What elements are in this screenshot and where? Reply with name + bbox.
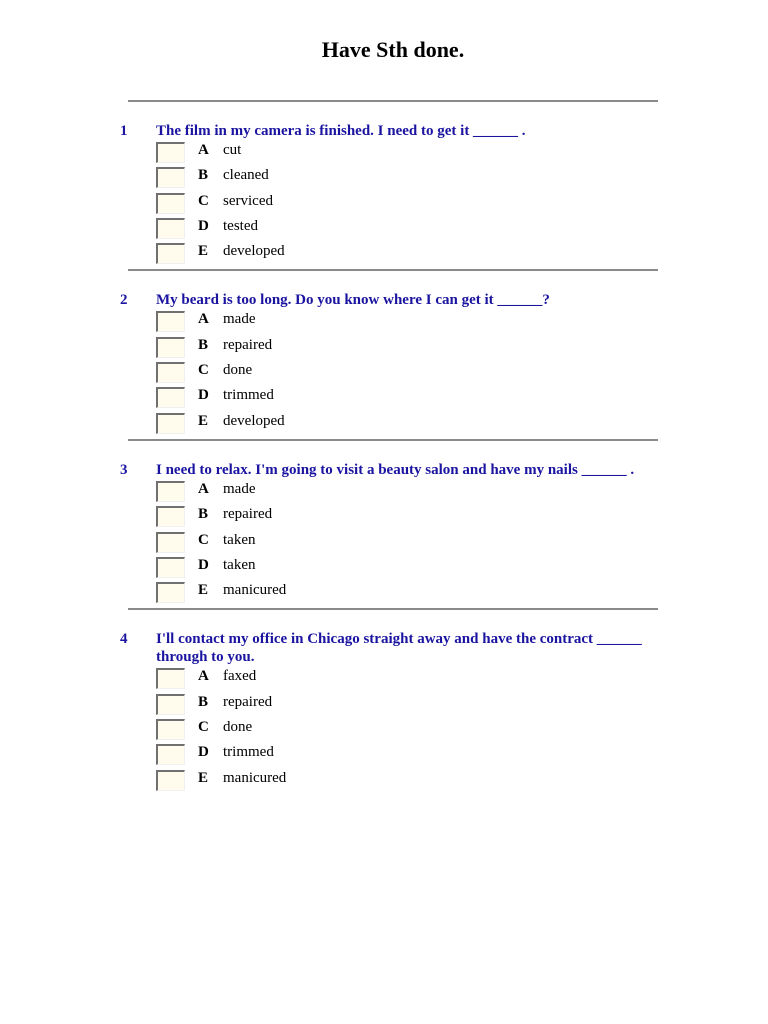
question-block: [0, 610, 768, 793]
question-text: The film in my camera is finished. I need to get it ______ .: [156, 123, 526, 139]
option-letter: E: [198, 243, 209, 260]
answer-option: [156, 310, 768, 335]
answer-checkbox[interactable]: [156, 311, 185, 332]
answer-option: [156, 556, 768, 581]
option-text: cleaned: [223, 167, 269, 184]
answer-option: [156, 141, 768, 166]
answer-checkbox[interactable]: [156, 481, 185, 502]
answer-option: [156, 412, 768, 437]
answer-option: [156, 718, 768, 743]
answer-checkbox[interactable]: [156, 770, 185, 791]
option-letter: A: [198, 311, 209, 328]
answer-checkbox[interactable]: [156, 744, 185, 765]
answer-option: [156, 693, 768, 718]
question-text: My beard is too long. Do you know where I can get it ______?: [156, 292, 550, 309]
option-text: trimmed: [223, 387, 274, 404]
option-letter: D: [198, 387, 209, 404]
option-text: taken: [223, 556, 256, 573]
option-letter: A: [198, 480, 209, 497]
option-letter: E: [198, 769, 209, 786]
question-block: [0, 271, 768, 438]
option-text: made: [223, 311, 256, 328]
answer-checkbox[interactable]: [156, 167, 185, 188]
question-block: [0, 441, 768, 608]
answer-option: [156, 531, 768, 556]
option-text: repaired: [223, 693, 273, 710]
answer-checkbox[interactable]: [156, 387, 185, 408]
answer-checkbox[interactable]: [156, 243, 185, 264]
option-letter: B: [198, 693, 209, 710]
option-text: repaired: [223, 336, 273, 353]
answer-checkbox[interactable]: [156, 193, 185, 214]
answer-checkbox[interactable]: [156, 694, 185, 715]
answer-option: [156, 480, 768, 505]
answer-option: [156, 581, 768, 606]
answer-checkbox[interactable]: [156, 557, 185, 578]
option-text: cut: [223, 142, 242, 158]
answer-option: [156, 667, 768, 692]
answer-checkbox[interactable]: [156, 506, 185, 527]
answer-checkbox[interactable]: [156, 532, 185, 553]
option-text: done: [223, 719, 253, 736]
option-letter: D: [198, 744, 209, 761]
answer-options: [156, 480, 768, 606]
option-text: manicured: [223, 769, 287, 786]
option-text: faxed: [223, 668, 257, 685]
answer-checkbox[interactable]: [156, 582, 185, 603]
option-letter: C: [198, 531, 209, 548]
question-text: I need to relax. I'm going to visit a beauty salon and have my nails ______ .: [156, 461, 635, 478]
question-number: 4: [120, 631, 128, 648]
option-text: taken: [223, 531, 256, 548]
answer-checkbox[interactable]: [156, 362, 185, 383]
option-letter: D: [198, 556, 209, 573]
answer-checkbox[interactable]: [156, 142, 185, 163]
answer-option: [156, 386, 768, 411]
option-letter: C: [198, 362, 209, 379]
option-letter: B: [198, 336, 209, 353]
option-letter: A: [198, 142, 209, 158]
option-text: serviced: [223, 192, 273, 209]
option-letter: B: [198, 167, 209, 184]
answer-option: [156, 336, 768, 361]
answer-options: [156, 141, 768, 267]
option-letter: A: [198, 668, 209, 685]
answer-option: [156, 166, 768, 191]
option-letter: E: [198, 412, 209, 429]
answer-option: [156, 769, 768, 794]
option-text: developed: [223, 243, 285, 260]
answer-option: [156, 743, 768, 768]
answer-checkbox[interactable]: [156, 218, 185, 239]
option-text: made: [223, 480, 256, 497]
option-text: tested: [223, 217, 258, 234]
question-number: 1: [120, 123, 128, 139]
answer-options: [156, 310, 768, 436]
question-text: I'll contact my office in Chicago straight away and have the contract ______ through to you.: [156, 631, 642, 666]
answer-checkbox[interactable]: [156, 337, 185, 358]
option-letter: E: [198, 582, 209, 599]
answer-checkbox[interactable]: [156, 668, 185, 689]
option-text: done: [223, 362, 253, 379]
question-number: 3: [120, 461, 128, 478]
answer-option: [156, 361, 768, 386]
option-text: repaired: [223, 506, 273, 523]
answer-option: [156, 242, 768, 267]
option-letter: B: [198, 506, 209, 523]
question-block: [0, 102, 768, 269]
option-letter: D: [198, 217, 209, 234]
option-letter: C: [198, 719, 209, 736]
option-text: developed: [223, 412, 285, 429]
answer-options: [156, 667, 768, 793]
answer-option: [156, 505, 768, 530]
answer-checkbox[interactable]: [156, 413, 185, 434]
option-text: trimmed: [223, 744, 274, 761]
question-number: 2: [120, 292, 128, 309]
answer-checkbox[interactable]: [156, 719, 185, 740]
quiz-container: [0, 100, 768, 794]
page-title: Have Sth done.: [321, 37, 465, 62]
option-text: manicured: [223, 582, 287, 599]
answer-option: [156, 217, 768, 242]
option-letter: C: [198, 192, 209, 209]
answer-option: [156, 192, 768, 217]
